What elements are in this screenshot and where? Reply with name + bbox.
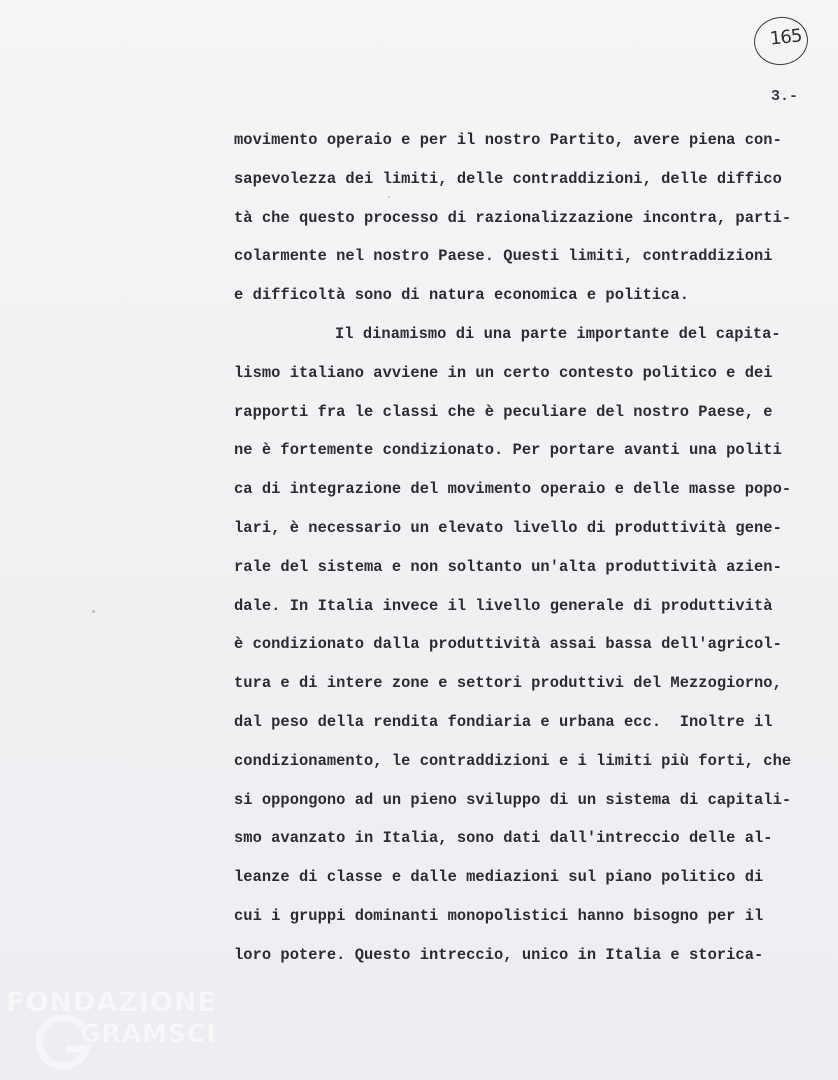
text-line: movimento operaio e per il nostro Partito, avere piena con- — [234, 131, 782, 149]
text-line: lari, è necessario un elevato livello di produttività gene- — [234, 518, 782, 537]
text-line: è condizionato dalla produttività assai bassa dell'agricol- — [234, 635, 782, 654]
watermark-line1: FONDAZIONE — [6, 987, 217, 1018]
page-number: 3.- — [771, 88, 799, 105]
text-line: rapporti fra le classi che è peculiare del nostro Paese, e — [234, 402, 773, 421]
text-line: dale. In Italia invece il livello generale di produttività — [234, 596, 773, 615]
text-line: leanze di classe e dalle mediazioni sul piano politico di — [234, 868, 764, 887]
text-line: colarmente nel nostro Paese. Questi limiti, contraddizioni — [234, 247, 773, 266]
fondazione-gramsci-watermark — [6, 985, 216, 1075]
text-line: tura e di intere zone e settori produttivi del Mezzogiorno, — [234, 674, 782, 693]
text-line: ca di integrazione del movimento operaio e delle masse popo- — [234, 480, 792, 499]
text-line: smo avanzato in Italia, sono dati dall'intreccio delle al- — [234, 829, 773, 848]
watermark-line2: GRAMSCI — [80, 1019, 217, 1048]
text-line: e difficoltà sono di natura economica e politica. — [234, 286, 690, 305]
paper-speck — [92, 610, 95, 613]
text-line: dal peso della rendita fondiaria e urbana ecc. Inoltre il — [234, 712, 773, 731]
text-line: Il dinamismo di una parte importante del capita- — [335, 324, 781, 343]
text-line: cui i gruppi dominanti monopolistici hanno bisogno per il — [234, 906, 764, 925]
text-line: rale del sistema e non soltanto un'alta produttività azien- — [234, 557, 782, 576]
text-line: condizionamento, le contraddizioni e i limiti più forti, che — [234, 751, 792, 770]
archive-number: 165 — [768, 25, 803, 50]
text-line: si oppongono ad un pieno sviluppo di un sistema di capitali- — [234, 790, 792, 809]
text-line: ne è fortemente condizionato. Per portare avanti una politi — [234, 441, 782, 460]
text-line: lismo italiano avviene in un certo contesto politico e dei — [234, 363, 773, 382]
text-line: sapevolezza dei limiti, delle contraddizioni, delle diffico — [234, 169, 782, 188]
text-line: tà che questo processo di razionalizzazione incontra, parti- — [234, 208, 792, 227]
text-line: loro potere. Questo intreccio, unico in Italia e storica- — [234, 945, 764, 964]
typed-body-text — [234, 126, 824, 980]
paper-speck — [388, 196, 390, 198]
